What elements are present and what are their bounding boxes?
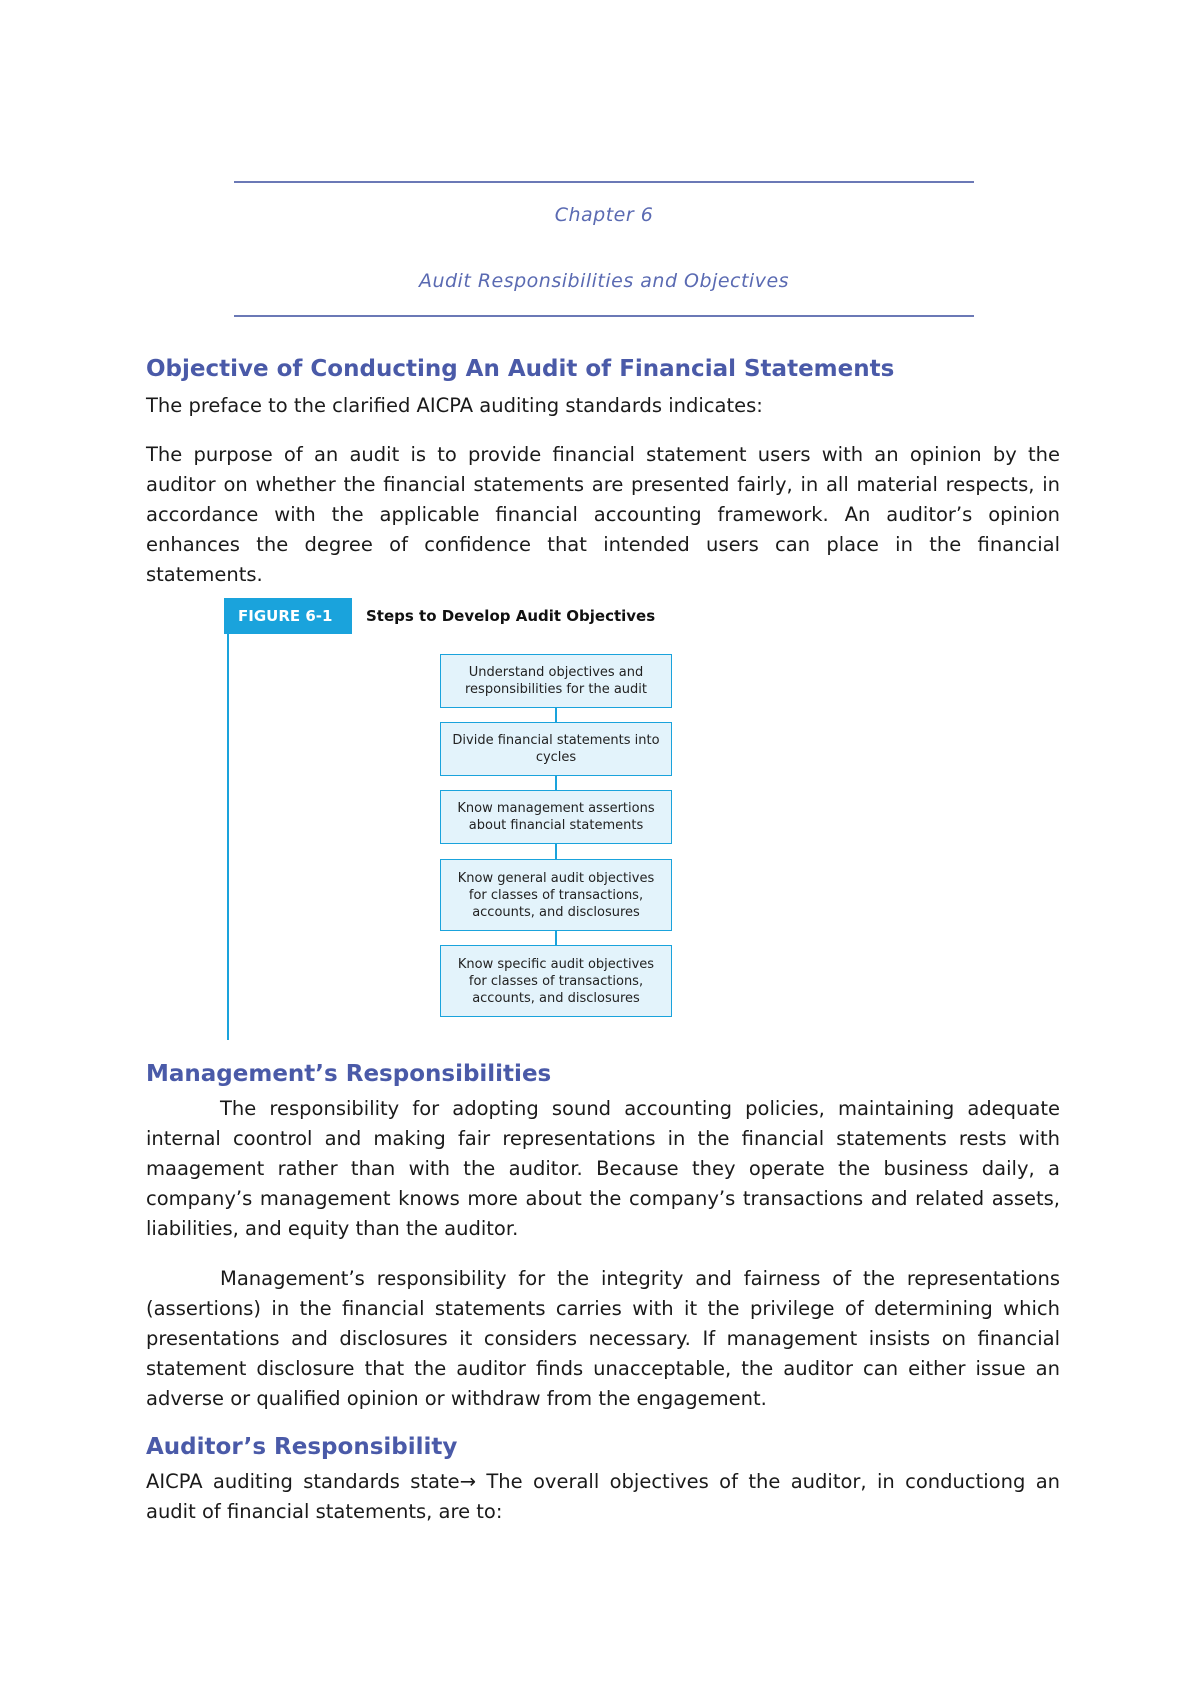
- step-box: Understand objectives and responsibilities for the audit: [440, 654, 672, 708]
- chapter-label: Chapter 6: [554, 204, 654, 226]
- header-rule-top: [234, 181, 974, 183]
- step-connector: [555, 708, 557, 722]
- figure-label: FIGURE 6-1: [224, 598, 352, 634]
- step-connector: [555, 844, 557, 859]
- figure-title: Steps to Develop Audit Objectives: [366, 607, 656, 625]
- figure-side-rule: [227, 634, 229, 1040]
- step-connector: [555, 931, 557, 945]
- step-box: Know general audit objectives for classes of transactions, accounts, and disclosures: [440, 859, 672, 931]
- section-intro: The preface to the clarified AICPA auditing standards indicates:: [146, 394, 763, 417]
- management-paragraph-1: The responsibility for adopting sound accounting policies, maintaining adequate internal coontrol and making fair representations in the financial statements rests with maagement rather than with the auditor. Because they operate the business daily, a company’s management knows more about the company’s transactions and related assets, liabilities, and equity than the auditor.: [146, 1097, 1060, 1240]
- figure-audit-steps: [224, 598, 684, 1040]
- arrow-icon: →: [459, 1470, 476, 1493]
- chapter-subtitle: Audit Responsibilities and Objectives: [418, 270, 790, 292]
- step-box: Know specific audit objectives for classes of transactions, accounts, and disclosures: [440, 945, 672, 1017]
- step-connector: [555, 776, 557, 790]
- purpose-paragraph: The purpose of an audit is to provide financial statement users with an opinion by the auditor on whether the financial statements are presented fairly, in all material respects, in accordance with the applicable financial accounting framework. An auditor’s opinion enhances the degree of confidence that intended users can place in the financial statements.: [146, 443, 1060, 586]
- auditor-intro-rest: The overall objectives of the auditor, in conductiong an audit of financial statements, are to:: [146, 1470, 1060, 1523]
- step-box: Divide financial statements into cycles: [440, 722, 672, 776]
- step-box: Know management assertions about financial statements: [440, 790, 672, 844]
- header-rule-bottom: [234, 315, 974, 317]
- management-paragraph-2: Management’s responsibility for the integrity and fairness of the representations (assertions) in the financial statements carries with it the privilege of determining which presentations and disclosures it considers necessary. If management insists on financial statement disclosure that the auditor finds unacceptable, the auditor can either issue an adverse or qualified opinion or withdraw from the engagement.: [146, 1267, 1060, 1410]
- auditor-intro-lead: AICPA auditing standards state: [146, 1470, 460, 1493]
- auditor-objectives-intro: [146, 1467, 1060, 1527]
- section-heading-objective: Objective of Conducting An Audit of Financial Statements: [146, 356, 895, 382]
- section-heading-auditor: Auditor’s Responsibility: [146, 1434, 458, 1460]
- section-heading-management: Management’s Responsibilities: [146, 1061, 552, 1087]
